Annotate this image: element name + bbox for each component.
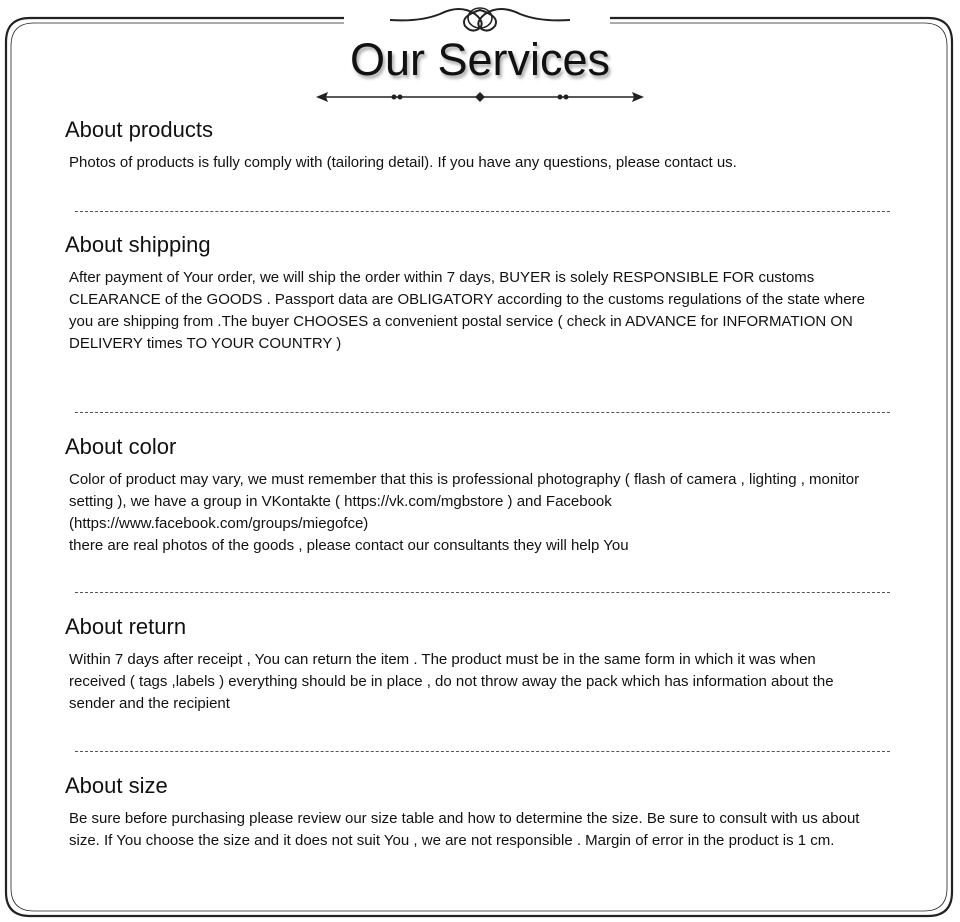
- section-body: Color of product may vary, we must remember that this is professional photography ( flash of camera , lighting , monitor setting ), we have a group in VKontakte ( https://vk.com/mgbstore ) and Facebook (https://www.facebook.com/groups/miegofce) there are real photos of the goods , please contact our consultants they will help You: [69, 471, 860, 554]
- section-heading: About color: [65, 434, 177, 459]
- section-color: [65, 433, 895, 557]
- title-block: [0, 0, 960, 110]
- section-body: After payment of Your order, we will ship the order within 7 days, BUYER is solely RESPONSIBLE FOR customs CLEARANCE of the GOODS . Passport data are OBLIGATORY according to the customs regulations of the state where you are shipping from .The buyer CHOOSES a convenient postal service ( check in ADVANCE for INFORMATION ON DELIVERY times TO YOUR COUNTRY ): [69, 269, 865, 352]
- section-body: Within 7 days after receipt , You can return the item . The product must be in the same form in which it was when received ( tags ,labels ) everything should be in place , do not throw away the pack which has information about the sender and the recipient: [69, 651, 834, 712]
- section-size: [65, 772, 895, 852]
- section-products: [65, 116, 895, 174]
- section-divider: [75, 751, 890, 752]
- section-body: Be sure before purchasing please review our size table and how to determine the size. Be sure to consult with us about size. If You choose the size and it does not suit You , we are not responsible . Margin of error in the product is 1 cm.: [69, 810, 860, 849]
- section-divider: [75, 592, 890, 593]
- page-title: Our Services: [349, 34, 611, 85]
- section-divider: [75, 412, 890, 413]
- section-heading: About shipping: [65, 232, 211, 257]
- divider-ornament-icon: [314, 88, 646, 106]
- scroll-ornament-icon: [390, 0, 570, 36]
- section-heading: About products: [65, 117, 213, 142]
- section-divider: [75, 211, 890, 212]
- section-body: Photos of products is fully comply with (tailoring detail). If you have any questions, please contact us.: [69, 154, 737, 171]
- section-shipping: [65, 231, 895, 355]
- section-return: [65, 613, 895, 715]
- section-heading: About return: [65, 614, 187, 639]
- section-heading: About size: [65, 773, 168, 798]
